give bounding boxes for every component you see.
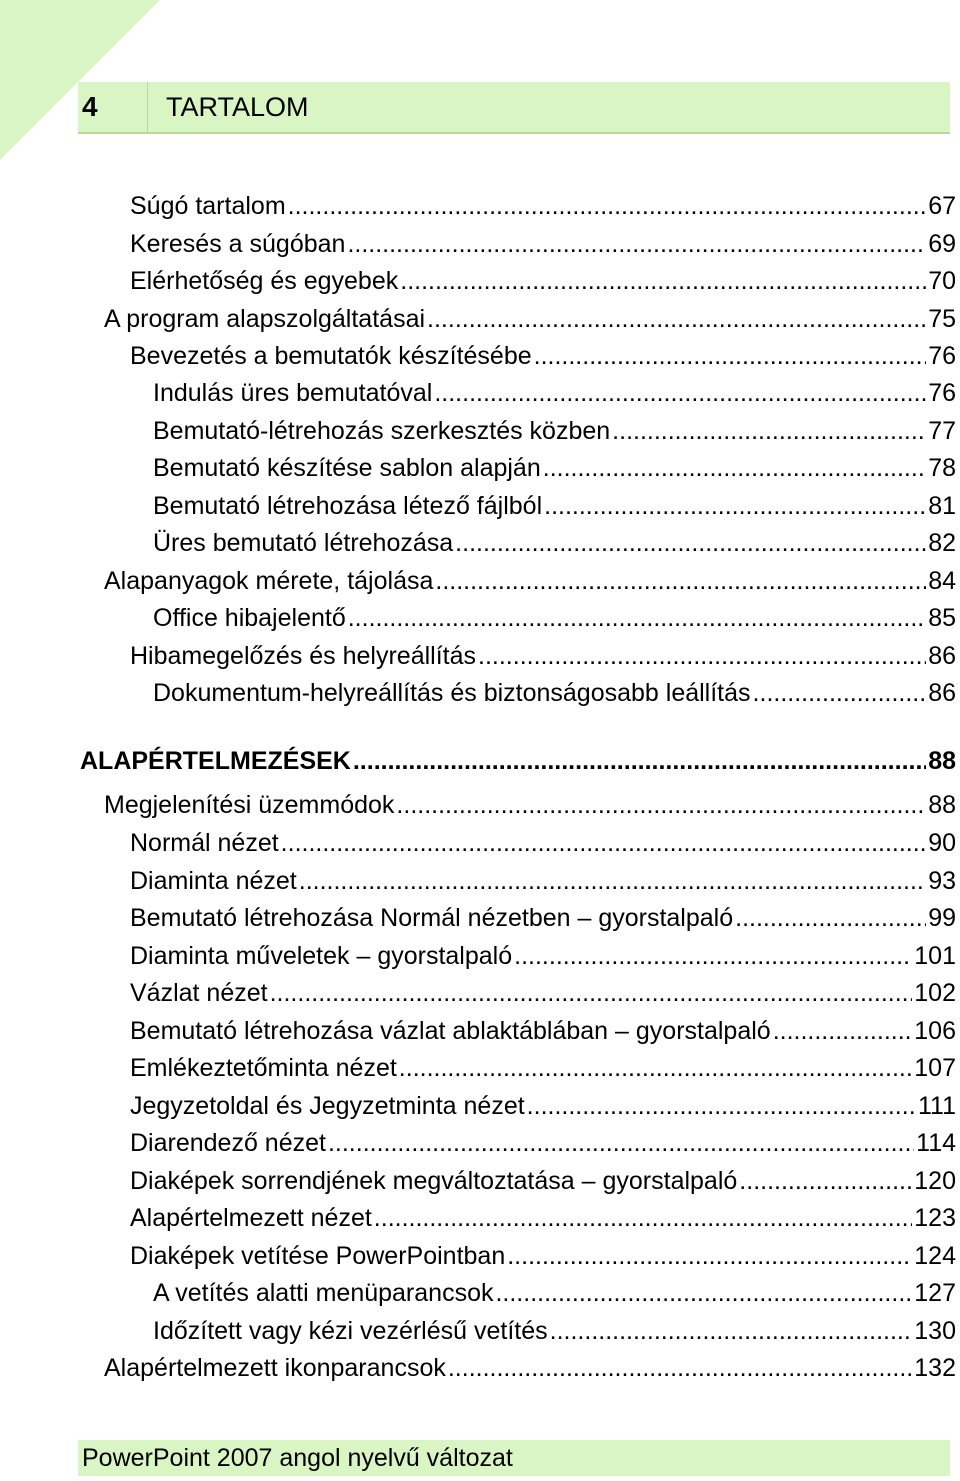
toc-entry[interactable] bbox=[153, 678, 956, 708]
page-number: 4 bbox=[78, 82, 148, 132]
dot-leader bbox=[427, 304, 926, 334]
toc-entry-title: Alapértelmezett nézet bbox=[130, 1204, 372, 1232]
toc-entry-page: 90 bbox=[928, 829, 956, 857]
toc-entry-page: 124 bbox=[914, 1242, 956, 1270]
dot-leader bbox=[455, 528, 926, 558]
dot-leader bbox=[399, 1053, 912, 1083]
toc-entry[interactable] bbox=[130, 191, 956, 221]
dot-leader bbox=[478, 641, 926, 671]
toc-entry-page: 75 bbox=[928, 305, 956, 333]
toc-entry-page: 120 bbox=[914, 1167, 956, 1195]
footer-text: PowerPoint 2007 angol nyelvű változat bbox=[82, 1444, 513, 1472]
toc-entry[interactable] bbox=[104, 566, 956, 596]
dot-leader bbox=[348, 603, 926, 633]
toc-entry[interactable] bbox=[130, 229, 956, 259]
toc-entry-page: 127 bbox=[914, 1279, 956, 1307]
toc-entry-page: 88 bbox=[928, 747, 956, 775]
toc-entry[interactable] bbox=[153, 491, 956, 521]
toc-entry-page: 111 bbox=[917, 1092, 956, 1120]
toc-entry-title: Office hibajelentő bbox=[153, 604, 346, 632]
toc-entry-page: 82 bbox=[928, 529, 956, 557]
toc-entry-page: 101 bbox=[914, 942, 956, 970]
toc-entry-title: Bemutató készítése sablon alapján bbox=[153, 454, 541, 482]
toc-entry-title: Jegyzetoldal és Jegyzetminta nézet bbox=[130, 1092, 525, 1120]
dot-leader bbox=[543, 453, 926, 483]
toc-entry-title: Emlékeztetőminta nézet bbox=[130, 1054, 397, 1082]
dot-leader bbox=[281, 828, 927, 858]
toc-entry-page: 88 bbox=[928, 791, 956, 819]
toc-entry-page: 86 bbox=[928, 679, 956, 707]
toc-entry-title: Megjelenítési üzemmódok bbox=[104, 791, 395, 819]
dot-leader bbox=[507, 1241, 912, 1271]
toc-entry[interactable] bbox=[153, 416, 956, 446]
toc-entry-page: 84 bbox=[928, 567, 956, 595]
toc-entry[interactable] bbox=[153, 603, 956, 633]
corner-decoration bbox=[0, 0, 160, 160]
toc-entry[interactable] bbox=[130, 1128, 956, 1158]
toc-entry-page: 132 bbox=[914, 1354, 956, 1382]
toc-entry[interactable] bbox=[104, 1353, 956, 1383]
toc-entry-page: 102 bbox=[914, 979, 956, 1007]
dot-leader bbox=[612, 416, 926, 446]
dot-leader bbox=[299, 866, 926, 896]
page-header bbox=[78, 82, 950, 134]
toc-entry-title: Üres bemutató létrehozása bbox=[153, 529, 454, 557]
toc-entry-page: 69 bbox=[928, 230, 956, 258]
dot-leader bbox=[353, 746, 926, 776]
chapter-title: TARTALOM bbox=[166, 92, 309, 122]
toc-entry[interactable] bbox=[153, 1316, 956, 1346]
toc-entry[interactable] bbox=[130, 1091, 956, 1121]
dot-leader bbox=[735, 903, 926, 933]
dot-leader bbox=[753, 678, 927, 708]
toc-entry[interactable] bbox=[153, 528, 956, 558]
toc-entry[interactable] bbox=[130, 1016, 956, 1046]
toc-entry[interactable] bbox=[130, 1166, 956, 1196]
toc-entry-page: 123 bbox=[914, 1204, 956, 1232]
toc-entry-title: Diaminta nézet bbox=[130, 867, 297, 895]
toc-entry-title: Bemutató létrehozása Normál nézetben – gyorstalpaló bbox=[130, 904, 734, 932]
toc-entry-page: 107 bbox=[914, 1054, 956, 1082]
toc-entry-page: 106 bbox=[914, 1017, 956, 1045]
toc-entry[interactable] bbox=[80, 746, 956, 776]
toc-entry-page: 130 bbox=[914, 1317, 956, 1345]
dot-leader bbox=[527, 1091, 916, 1121]
toc-entry-page: 78 bbox=[928, 454, 956, 482]
dot-leader bbox=[495, 1278, 912, 1308]
toc-entry-title: Alapértelmezett ikonparancsok bbox=[104, 1354, 446, 1382]
toc-entry-page: 81 bbox=[928, 492, 956, 520]
toc-entry-title: Hibamegelőzés és helyreállítás bbox=[130, 642, 477, 670]
toc-entry-page: 70 bbox=[928, 267, 956, 295]
toc-entry[interactable] bbox=[153, 378, 956, 408]
toc-entry-title: A vetítés alatti menüparancsok bbox=[153, 1279, 494, 1307]
toc-entry-page: 76 bbox=[928, 342, 956, 370]
toc-entry[interactable] bbox=[130, 828, 956, 858]
toc-entry[interactable] bbox=[130, 1203, 956, 1233]
toc-entry-title: Alapanyagok mérete, tájolása bbox=[104, 567, 434, 595]
toc-entry[interactable] bbox=[130, 978, 956, 1008]
toc-entry[interactable] bbox=[130, 941, 956, 971]
toc-entry-title: Diaképek vetítése PowerPointban bbox=[130, 1242, 506, 1270]
toc-entry-title: Súgó tartalom bbox=[130, 192, 286, 220]
toc-entry[interactable] bbox=[153, 1278, 956, 1308]
toc-entry[interactable] bbox=[130, 903, 956, 933]
toc-entry-title: Diaképek sorrendjének megváltoztatása – gyorstalpaló bbox=[130, 1167, 738, 1195]
toc-entry[interactable] bbox=[153, 453, 956, 483]
toc-entry[interactable] bbox=[130, 641, 956, 671]
toc-entry-page: 76 bbox=[928, 379, 956, 407]
toc-entry[interactable] bbox=[130, 1241, 956, 1271]
toc-entry-title: ALAPÉRTELMEZÉSEK bbox=[80, 747, 351, 775]
toc-entry-title: Normál nézet bbox=[130, 829, 279, 857]
toc-entry-title: Időzített vagy kézi vezérlésű vetítés bbox=[153, 1317, 548, 1345]
toc-entry-page: 67 bbox=[928, 192, 956, 220]
dot-leader bbox=[396, 790, 926, 820]
toc-entry-page: 86 bbox=[928, 642, 956, 670]
toc-entry[interactable] bbox=[130, 1053, 956, 1083]
toc-entry-title: Dokumentum-helyreállítás és biztonságosabb leállítás bbox=[153, 679, 751, 707]
toc-entry[interactable] bbox=[104, 304, 956, 334]
dot-leader bbox=[328, 1128, 914, 1158]
toc-entry-title: Keresés a súgóban bbox=[130, 230, 346, 258]
dot-leader bbox=[550, 1316, 913, 1346]
toc-entry-page: 77 bbox=[928, 417, 956, 445]
dot-leader bbox=[544, 491, 926, 521]
toc-entry-title: Bemutató-létrehozás szerkesztés közben bbox=[153, 417, 611, 445]
dot-leader bbox=[347, 229, 926, 259]
toc-entry-page: 93 bbox=[928, 867, 956, 895]
dot-leader bbox=[400, 266, 926, 296]
toc-entry-page: 114 bbox=[916, 1129, 956, 1157]
toc-entry-title: Vázlat nézet bbox=[130, 979, 268, 1007]
toc-entry[interactable] bbox=[130, 866, 956, 896]
toc-entry-title: Diarendező nézet bbox=[130, 1129, 326, 1157]
toc-entry-title: Elérhetőség és egyebek bbox=[130, 267, 399, 295]
toc-entry[interactable] bbox=[130, 266, 956, 296]
toc-entry-title: Diaminta műveletek – gyorstalpaló bbox=[130, 942, 513, 970]
toc-entry-title: A program alapszolgáltatásai bbox=[104, 305, 426, 333]
toc-entry-page: 85 bbox=[928, 604, 956, 632]
dot-leader bbox=[434, 378, 926, 408]
toc-entry[interactable] bbox=[104, 790, 956, 820]
dot-leader bbox=[534, 341, 927, 371]
dot-leader bbox=[288, 191, 927, 221]
dot-leader bbox=[435, 566, 926, 596]
dot-leader bbox=[270, 978, 913, 1008]
toc-entry-title: Bevezetés a bemutatók készítésébe bbox=[130, 342, 532, 370]
dot-leader bbox=[739, 1166, 912, 1196]
page-footer bbox=[78, 1440, 950, 1476]
dot-leader bbox=[773, 1016, 913, 1046]
toc-entry-page: 99 bbox=[928, 904, 956, 932]
dot-leader bbox=[448, 1353, 912, 1383]
toc-entry[interactable] bbox=[130, 341, 956, 371]
toc-entry-title: Bemutató létrehozása létező fájlból bbox=[153, 492, 543, 520]
dot-leader bbox=[514, 941, 912, 971]
dot-leader bbox=[374, 1203, 912, 1233]
toc-entry-title: Indulás üres bemutatóval bbox=[153, 379, 433, 407]
toc-entry-title: Bemutató létrehozása vázlat ablaktáblában – gyorstalpaló bbox=[130, 1017, 771, 1045]
